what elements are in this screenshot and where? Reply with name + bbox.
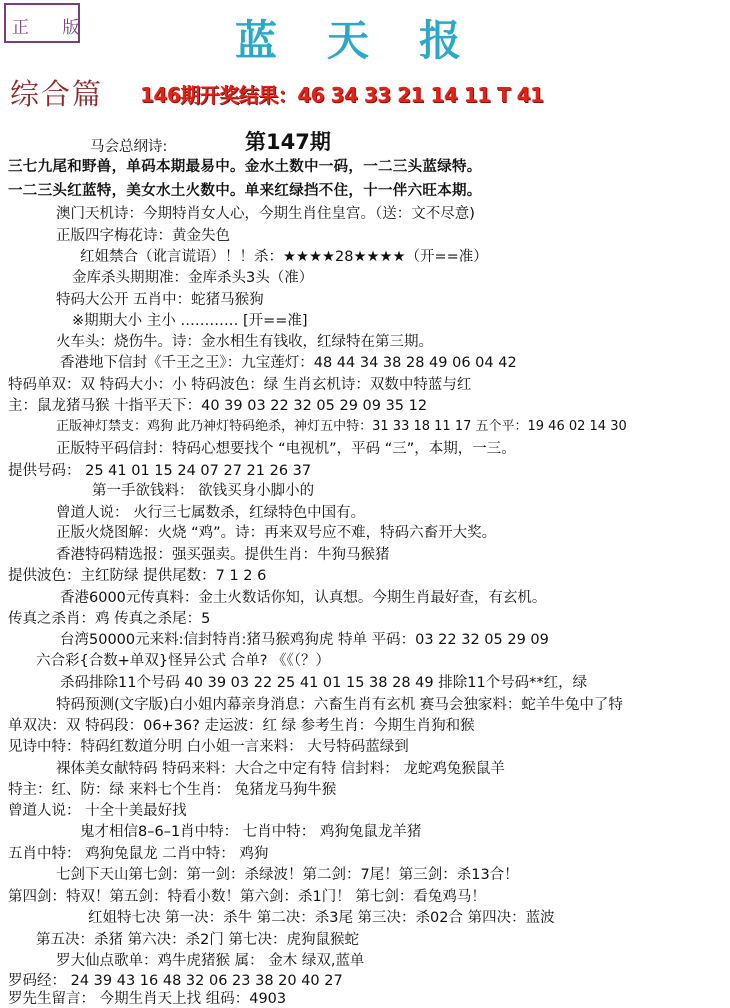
text-line: 台湾50000元来料:信封特肖:猪马猴鸡狗虎 特单 平码：03 22 32 05 29 09 [60, 632, 549, 648]
text-line: 香港特码精选报：强买强卖。提供生肖：牛狗马猴猪 [56, 547, 390, 563]
text-line: 传真之杀肖：鸡 传真之杀尾：5 [8, 611, 211, 627]
issue-number: 第147期 [245, 130, 331, 154]
text-line: 金库杀头期期准：金库杀头3头（准） [72, 270, 314, 286]
page-title: 蓝天报 [235, 16, 512, 65]
text-line: 五肖中特： 鸡狗兔鼠龙 二肖中特： 鸡狗 [8, 846, 269, 862]
text-line: 罗先生留言： 今期生肖天上找 组码：4903 [8, 991, 287, 1007]
text-line: 特码预测(文字版)白小姐内幕亲身消息：六畜生肖有玄机 赛马会独家料：蛇羊牛兔中了特 [56, 697, 623, 713]
text-line: 杀码排除11个号码 40 39 03 22 25 41 01 15 38 28 49 排除11个号码**红，绿 [60, 675, 588, 691]
text-line: 六合彩{合数+单双}怪异公式 合单? 《《（？） [36, 653, 331, 669]
text-line: 曾道人说： 十全十美最好找 [8, 803, 187, 819]
text-line: 裸体美女献特码 特码来料：大合之中定有特 信封料： 龙蛇鸡兔猴鼠羊 [56, 761, 505, 777]
text-line: 正版四字梅花诗：黄金失色 [56, 228, 230, 244]
genuine-badge-label: 正 版 [12, 18, 94, 38]
text-line: 火车头：烧伤牛。诗：金水相生有钱收，红绿特在第三期。 [56, 334, 433, 350]
text-line: 特码单双：双 特码大小：小 特码波色：绿 生肖玄机诗：双数中特蓝与红 [8, 377, 472, 393]
text-line: 见诗中特：特码红数道分明 白小姐一言来料： 大号特码蓝绿到 [8, 739, 409, 755]
text-line: 香港地下信封《千王之王》：九宝莲灯：48 44 34 38 28 49 06 04 42 [60, 355, 517, 371]
text-line: 澳门天机诗：今期特肖女人心，今期生肖住皇宫。（送：文不尽意) [56, 206, 475, 222]
text-line: 特码大公开 五肖中：蛇猪马猴狗 [56, 292, 264, 308]
text-line: 特主：红、防：绿 来料七个生肖： 兔猪龙马狗牛猴 [8, 782, 337, 798]
text-line: 主：鼠龙猪马猴 十指平天下：40 39 03 22 32 05 29 09 35 12 [8, 398, 428, 414]
text-line: 第一手欲钱料： 欲钱买身小脚小的 [92, 483, 315, 499]
text-line: 马会总纲诗: [90, 139, 168, 155]
text-line: 一二三头红蓝特，美女水土火数中。单来红绿挡不住，十一伴六旺本期。 [8, 183, 482, 199]
text-line: 第四剑：特双！第五剑：特看小数！第六剑：杀1门！ 第七剑：看兔鸡马！ [8, 889, 486, 905]
text-line: 正版火烧图解：火烧 “鸡”。诗：再来双号应不难，特码六畜开大奖。 [56, 525, 497, 541]
text-line: 曾道人说： 火行三七属数杀，红绿特色中国有。 [56, 505, 366, 521]
text-line: 罗大仙点歌单：鸡牛虎猪猴 属： 金木 绿双,蓝单 [56, 953, 365, 969]
text-line: 提供号码： 25 41 01 15 24 07 27 21 26 37 [8, 463, 312, 479]
text-line: 提供波色：主红防绿 提供尾数：7 1 2 6 [8, 568, 267, 584]
text-line: 香港6000元传真料：金土火数话你知，认真想。今期生肖最好查，有玄机。 [60, 590, 547, 606]
text-line: 红姐禁合（讹言谎语）！！杀：★★★★28★★★★（开==准） [80, 249, 488, 265]
text-line: 鬼才相信8–6–1肖中特： 七肖中特： 鸡狗兔鼠龙羊猪 [80, 824, 422, 840]
text-line: 罗码经： 24 39 43 16 48 32 06 23 38 20 40 27 [8, 973, 343, 989]
section-title: 综合篇 [10, 77, 104, 111]
text-line: 正版特平码信封：特码心想要找个 “电视机”，平码 “三”，本期，一三。 [56, 441, 516, 457]
text-line: 正版神灯禁支：鸡狗 此乃神灯特码绝杀，神灯五中特：31 33 18 11 17 五个平：19 46 02 14 30 [56, 419, 627, 434]
genuine-badge [4, 3, 94, 43]
text-line: 单双决：双 特码段：06+36? 走运波：红 绿 参考生肖：今期生肖狗和猴 [8, 718, 475, 734]
draw-result: 146期开奖结果：46 34 33 21 14 11 T 41 [140, 83, 544, 107]
text-line: 七剑下天山第七剑：第一剑：杀绿波！第二剑：7尾！第三剑：杀13合！ [56, 867, 519, 883]
text-line: ※期期大小 主小 ………… [开==准] [72, 313, 308, 329]
text-line: 第五决：杀猪 第六决：杀2门 第七决：虎狗鼠猴蛇 [36, 932, 359, 948]
text-line: 红姐特七决 第一决：杀牛 第二决：杀3尾 第三决：杀02合 第四决：蓝波 [88, 910, 555, 926]
text-line: 三七九尾和野兽，单码本期最易中。金水土数中一码，一二三头蓝绿特。 [8, 159, 482, 175]
